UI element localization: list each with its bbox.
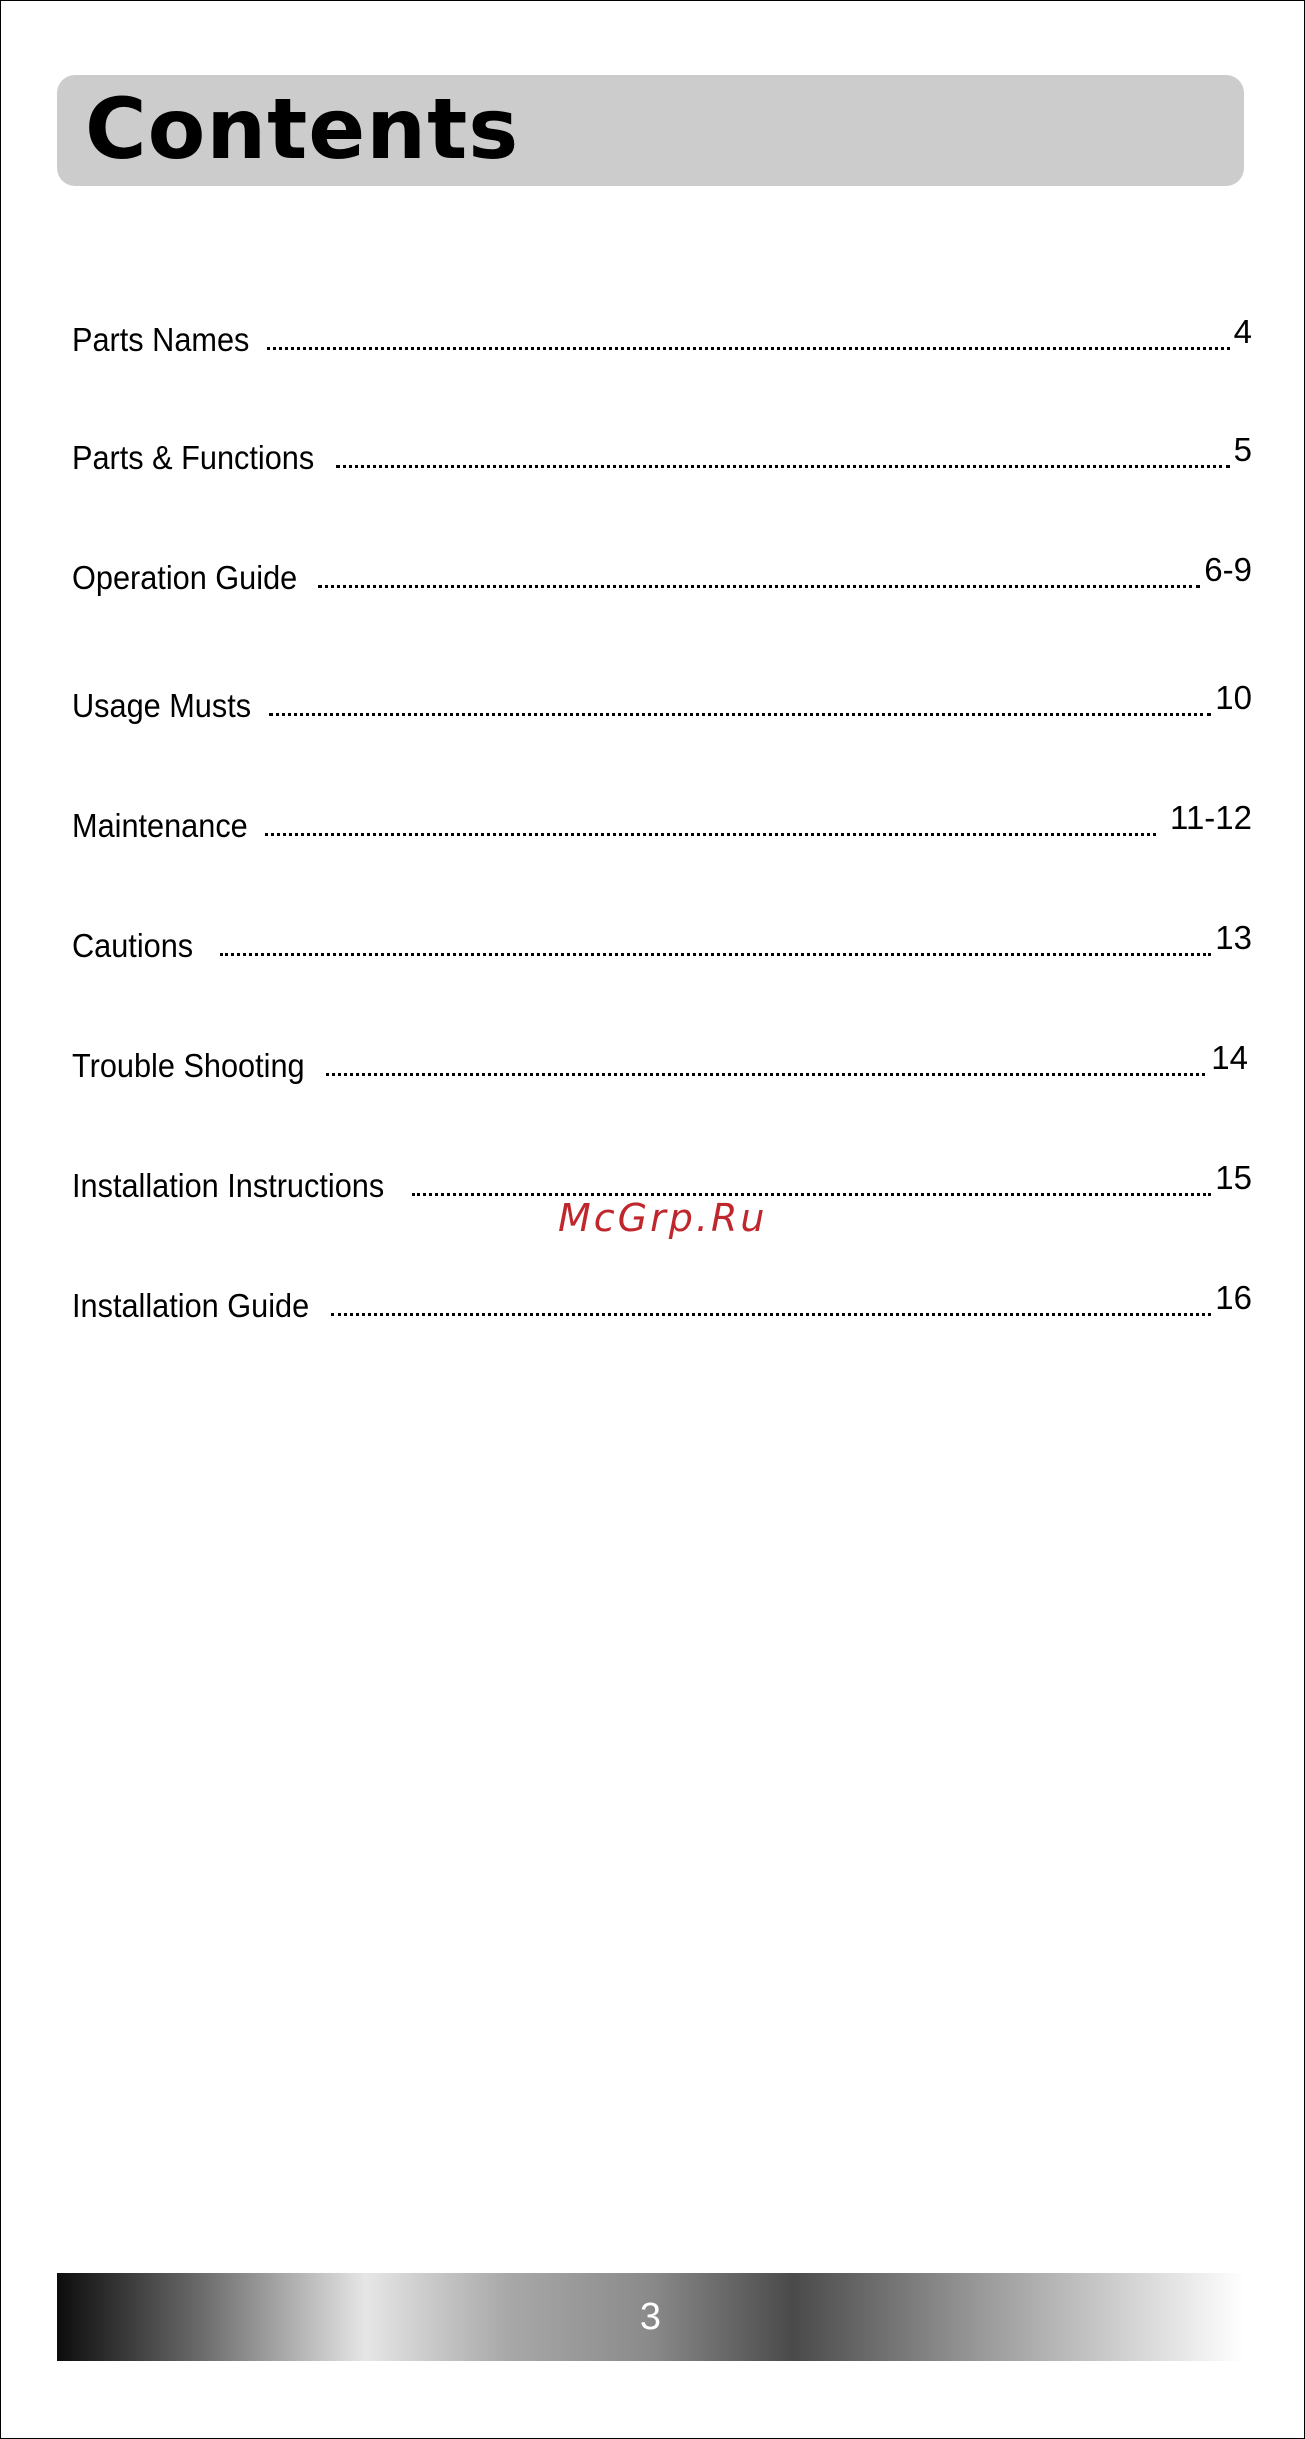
toc-item-page: 14 xyxy=(1211,1039,1248,1076)
dot-leader xyxy=(326,1073,1205,1076)
page-title: Contents xyxy=(85,80,520,178)
dot-leader xyxy=(269,713,1212,716)
table-of-contents xyxy=(72,0,1252,1400)
dot-leader xyxy=(318,585,1200,588)
toc-item-label: Installation Guide xyxy=(72,1287,310,1324)
toc-item-label: Maintenance xyxy=(72,807,248,844)
toc-item-installation-guide[interactable] xyxy=(72,1276,1252,1326)
toc-item-page: 15 xyxy=(1215,1159,1252,1196)
dot-leader xyxy=(267,347,1230,350)
toc-item-page: 13 xyxy=(1215,919,1252,956)
toc-item-page: 16 xyxy=(1215,1279,1252,1316)
toc-item-operation-guide[interactable] xyxy=(72,548,1252,598)
dot-leader xyxy=(265,833,1156,836)
toc-item-label: Cautions xyxy=(72,927,194,964)
toc-item-label: Trouble Shooting xyxy=(72,1047,305,1084)
dot-leader xyxy=(220,953,1211,956)
toc-item-page: 10 xyxy=(1215,679,1252,716)
toc-item-page: 11-12 xyxy=(1170,799,1252,836)
toc-item-label: Operation Guide xyxy=(72,559,298,596)
toc-item-page: 5 xyxy=(1233,431,1252,468)
dot-leader xyxy=(331,1313,1211,1316)
toc-item-parts-functions[interactable] xyxy=(72,428,1252,478)
page-number: 3 xyxy=(639,2296,662,2338)
toc-item-label: Parts & Functions xyxy=(72,439,315,476)
toc-item-maintenance[interactable] xyxy=(72,796,1252,846)
dot-leader xyxy=(412,1193,1212,1196)
toc-item-label: Parts Names xyxy=(72,321,250,358)
dot-leader xyxy=(336,465,1229,468)
footer-bar xyxy=(57,2273,1244,2361)
toc-item-page: 6-9 xyxy=(1204,551,1252,588)
toc-item-usage-musts[interactable] xyxy=(72,676,1252,726)
toc-item-page: 4 xyxy=(1233,313,1252,350)
toc-item-trouble-shooting[interactable] xyxy=(72,1036,1252,1086)
watermark: McGrp.Ru xyxy=(558,1196,768,1240)
toc-item-label: Installation Instructions xyxy=(72,1167,385,1204)
toc-item-parts-names[interactable] xyxy=(72,310,1252,360)
toc-item-label: Usage Musts xyxy=(72,687,252,724)
toc-item-cautions[interactable] xyxy=(72,916,1252,966)
